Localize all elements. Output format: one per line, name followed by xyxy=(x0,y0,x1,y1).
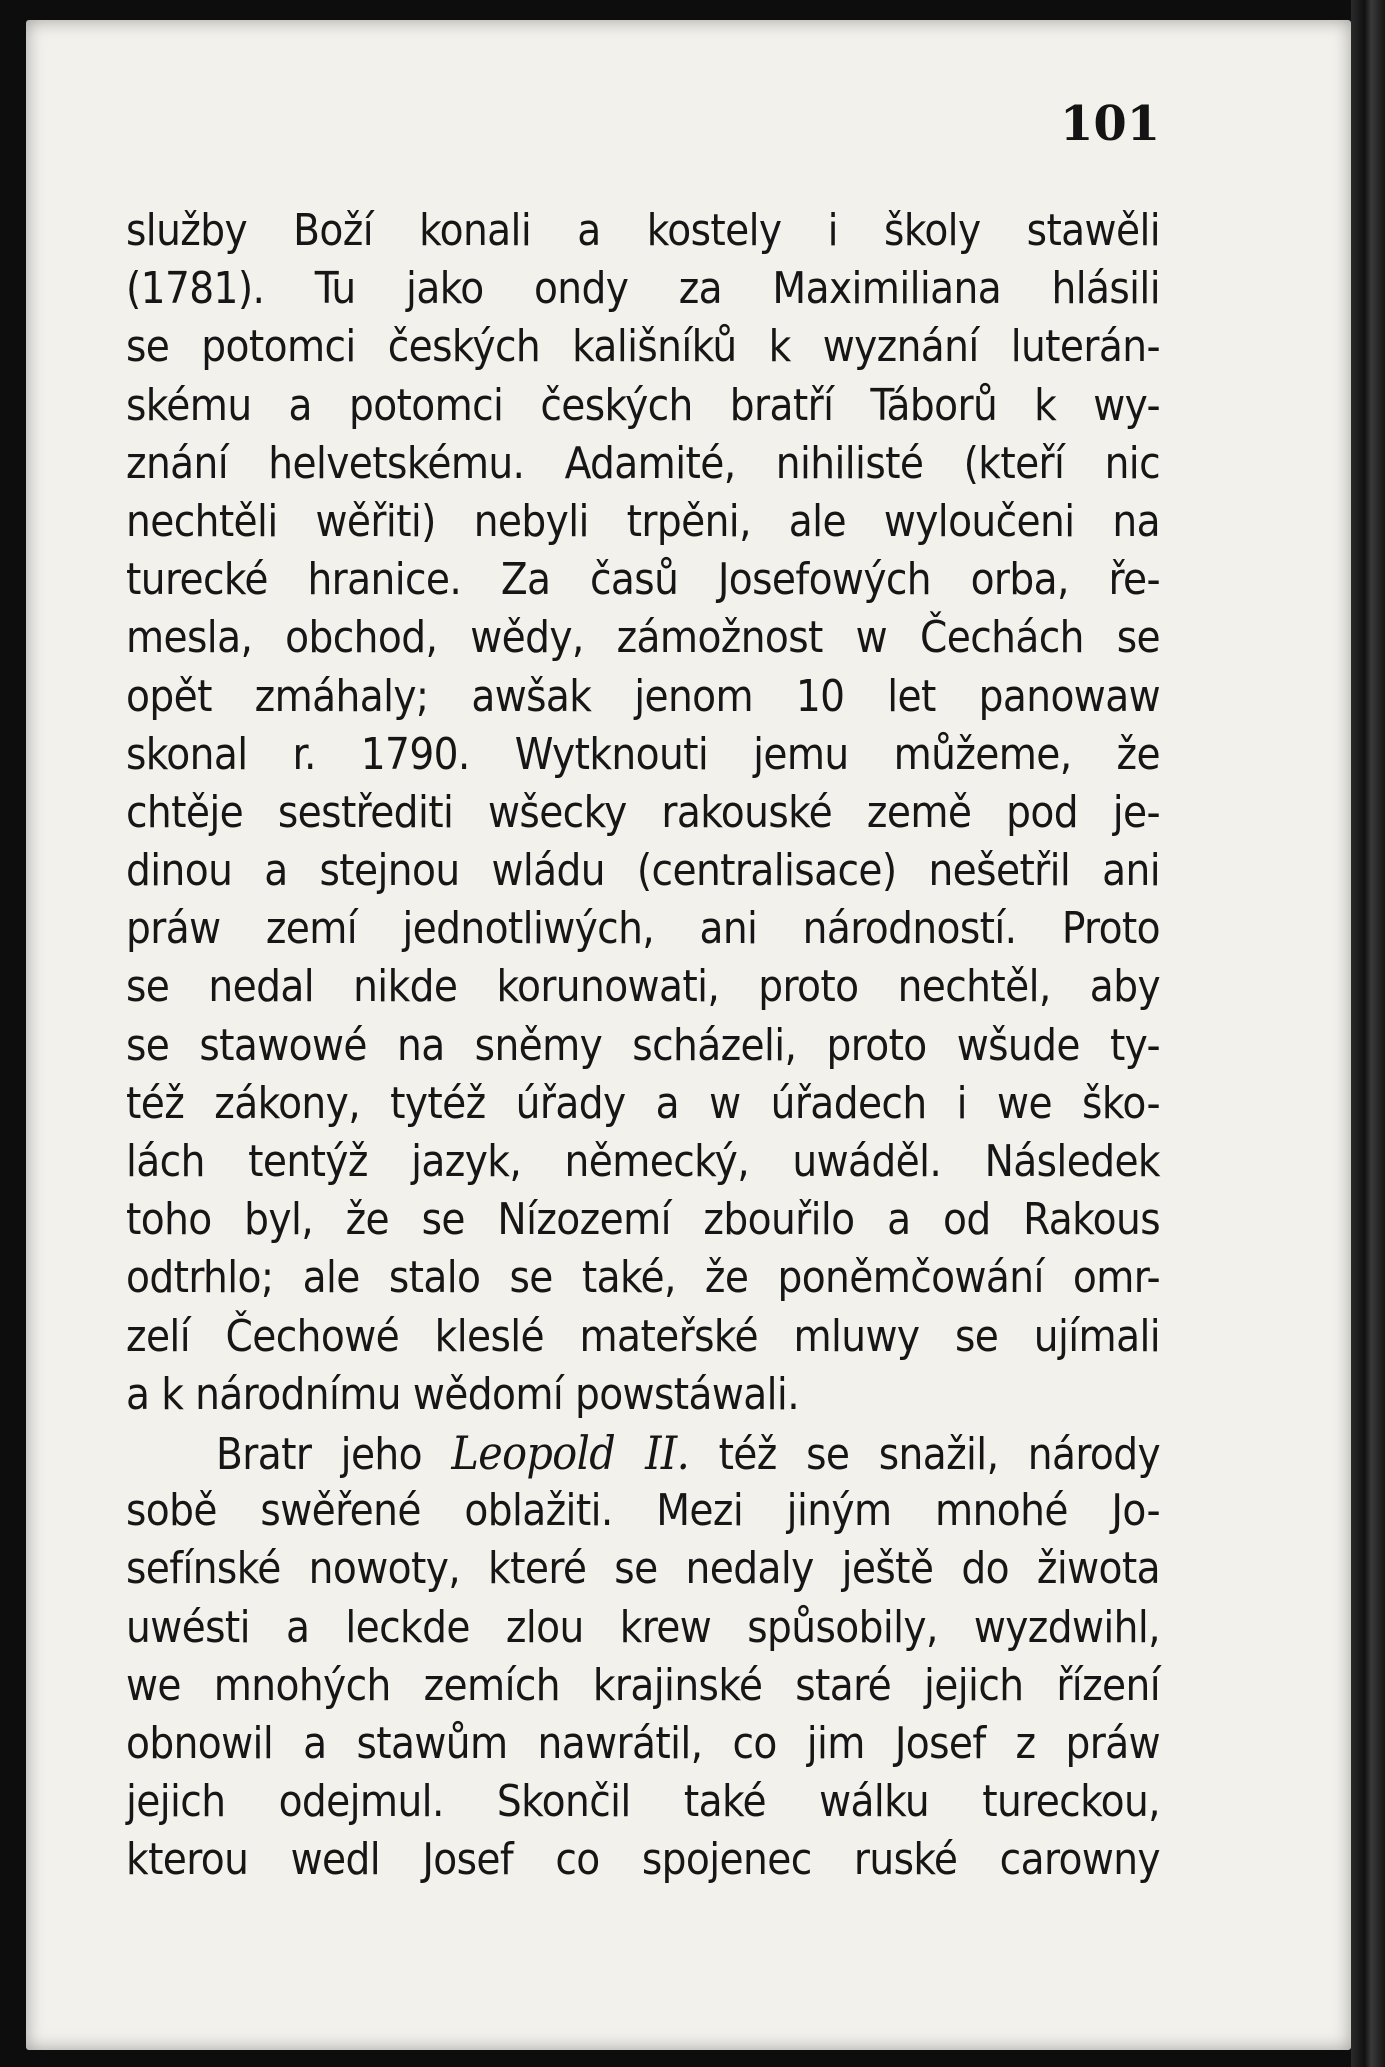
book-spine-edge xyxy=(1351,0,1385,2067)
text-line: (1781). Tu jako ondy za Maximiliana hlásili xyxy=(126,264,1160,315)
text-line: lách tentýž jazyk, německý, uwáděl. Následek xyxy=(126,1137,1160,1187)
text-line: toho byl, že se Nízozemí zbouřilo a od Rakous xyxy=(126,1195,1160,1246)
body-text xyxy=(126,202,1160,1889)
text-line: odtrhlo; ale stalo se také, že poněmčowání omr- xyxy=(126,1253,1160,1304)
page-number: 101 xyxy=(1060,96,1161,152)
text-fragment: Bratr jeho xyxy=(216,1429,452,1480)
text-line: chtěje sestřediti wšecky rakouské země pod je- xyxy=(126,787,1160,838)
text-line: uwésti a leckde zlou krew spůsobily, wyzdwihl, xyxy=(126,1602,1160,1653)
text-line: sobě swěřené oblažiti. Mezi jiným mnohé Jo- xyxy=(126,1486,1160,1537)
paragraph-start-line xyxy=(126,1424,1160,1482)
text-line: obnowil a stawům nawrátil, co jim Josef z práw xyxy=(126,1718,1160,1769)
text-line: dinou a stejnou wládu (centralisace) nešetřil ani xyxy=(126,846,1160,897)
text-fragment: též se snažil, národy xyxy=(689,1429,1160,1480)
text-line: práw zemí jednotliwých, ani národností. Proto xyxy=(126,904,1160,955)
text-line: sefínské nowoty, které se nedaly ještě do žiwota xyxy=(126,1544,1160,1595)
text-line: kterou wedl Josef co spojenec ruské carowny xyxy=(126,1835,1160,1886)
text-line: znání helvetskému. Adamité, nihilisté (kteří nic xyxy=(126,438,1160,489)
ruler-name: Leopold II. xyxy=(451,1425,690,1480)
text-line: se stawowé na sněmy scházeli, proto wšude ty- xyxy=(126,1020,1160,1071)
text-line: skému a potomci českých bratří Táborů k wy- xyxy=(126,380,1160,431)
text-line: skonal r. 1790. Wytknouti jemu můžeme, že xyxy=(126,729,1160,780)
text-line: opět zmáhaly; awšak jenom 10 let panowaw xyxy=(126,671,1160,722)
text-line: jejich odejmul. Skončil také wálku tureckou, xyxy=(126,1777,1160,1828)
text-line: a k národnímu wědomí powstáwali. xyxy=(126,1369,800,1420)
text-line: mesla, obchod, wědy, zámožnost w Čechách se xyxy=(126,613,1160,664)
text-line: služby Boží konali a kostely i školy stawěli xyxy=(126,206,1160,256)
text-line: zelí Čechowé kleslé mateřské mluwy se ujímali xyxy=(126,1311,1160,1362)
text-line: též zákony, tytéž úřady a w úřadech i we ško- xyxy=(126,1078,1160,1129)
text-line: nechtěli wěřiti) nebyli trpěni, ale wyloučeni na xyxy=(126,496,1160,547)
text-line: we mnohých zemích krajinské staré jejich řízení xyxy=(126,1660,1160,1711)
text-line: se potomci českých kališníků k wyznání luterán- xyxy=(126,322,1160,373)
text-line: se nedal nikde korunowati, proto nechtěl, aby xyxy=(126,962,1160,1013)
text-line: turecké hranice. Za časů Josefowých orba, ře- xyxy=(126,555,1160,606)
